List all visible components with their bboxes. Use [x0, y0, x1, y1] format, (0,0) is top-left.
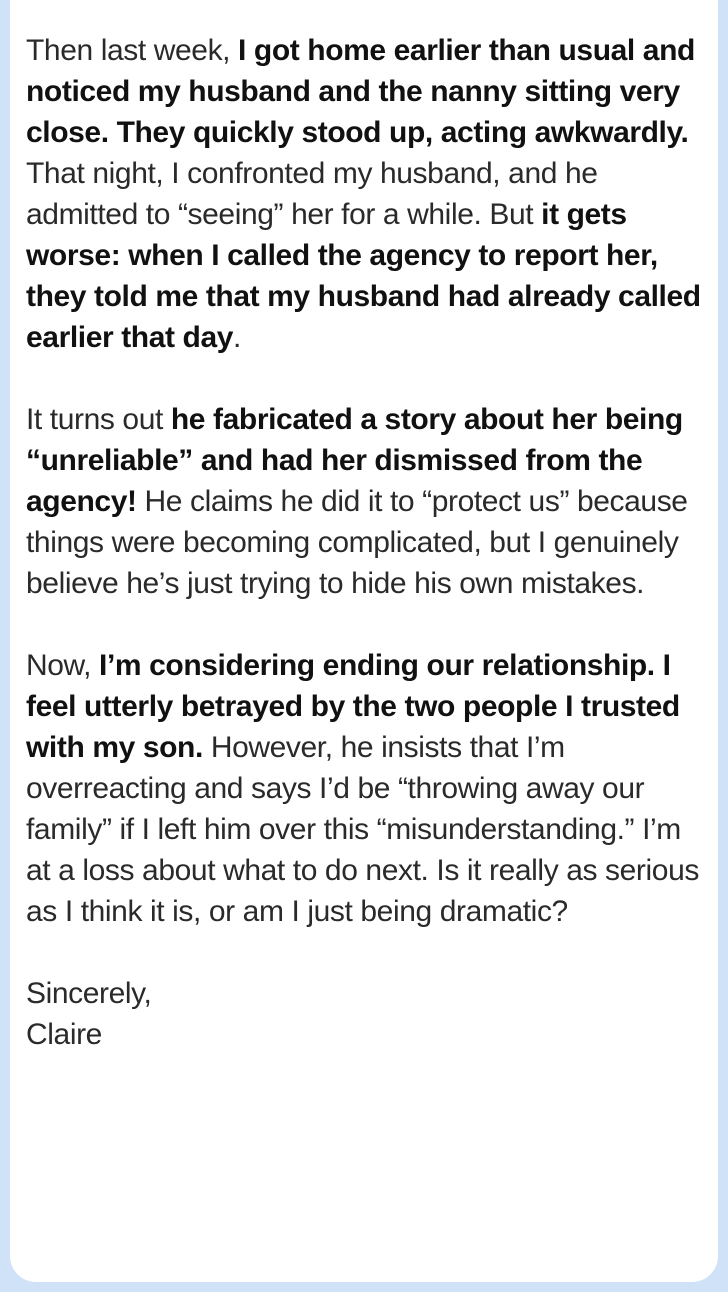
text-segment: However, he insists that I’m overreacting and says I’d be “throwing away our family” if I left him over this “misunderstanding.” I’m at a loss about what to do next. Is it really as serious as I think it is, or am I just being dramatic? [26, 731, 699, 928]
text-segment: Now, [26, 649, 100, 682]
paragraph-3 [26, 645, 704, 932]
signoff: Sincerely, [26, 977, 152, 1010]
letter-card [10, 0, 718, 1282]
paragraph-1 [26, 30, 704, 358]
text-segment: Then last week, [26, 34, 239, 67]
bold-text-segment: it gets worse: when I called the agency to report her, they told me that my husband had already called earlier that day [26, 198, 701, 354]
bold-text-segment: I got home earlier than usual and noticed my husband and the nanny sitting very close. They quickly stood up, acting awkwardly. [26, 34, 695, 149]
text-segment: He claims he did it to “protect us” because things were becoming complicated, but I genuinely believe he’s just trying to hide his own mistakes. [26, 485, 688, 600]
paragraph-2 [26, 399, 704, 604]
paragraph-spacer [26, 932, 704, 973]
signature: Claire [26, 1018, 102, 1051]
text-segment: It turns out [26, 403, 171, 436]
bold-text-segment: he fabricated a story about her being “unreliable” and had her dismissed from the agency! [26, 403, 683, 518]
text-segment: That night, I confronted my husband, and he admitted to “seeing” her for a while. But [26, 157, 598, 231]
text-segment: . [233, 321, 241, 354]
paragraph-spacer [26, 604, 704, 645]
bold-text-segment: I’m considering ending our relationship. I feel utterly betrayed by the two people I trusted with my son. [26, 649, 680, 764]
paragraph-spacer [26, 358, 704, 399]
